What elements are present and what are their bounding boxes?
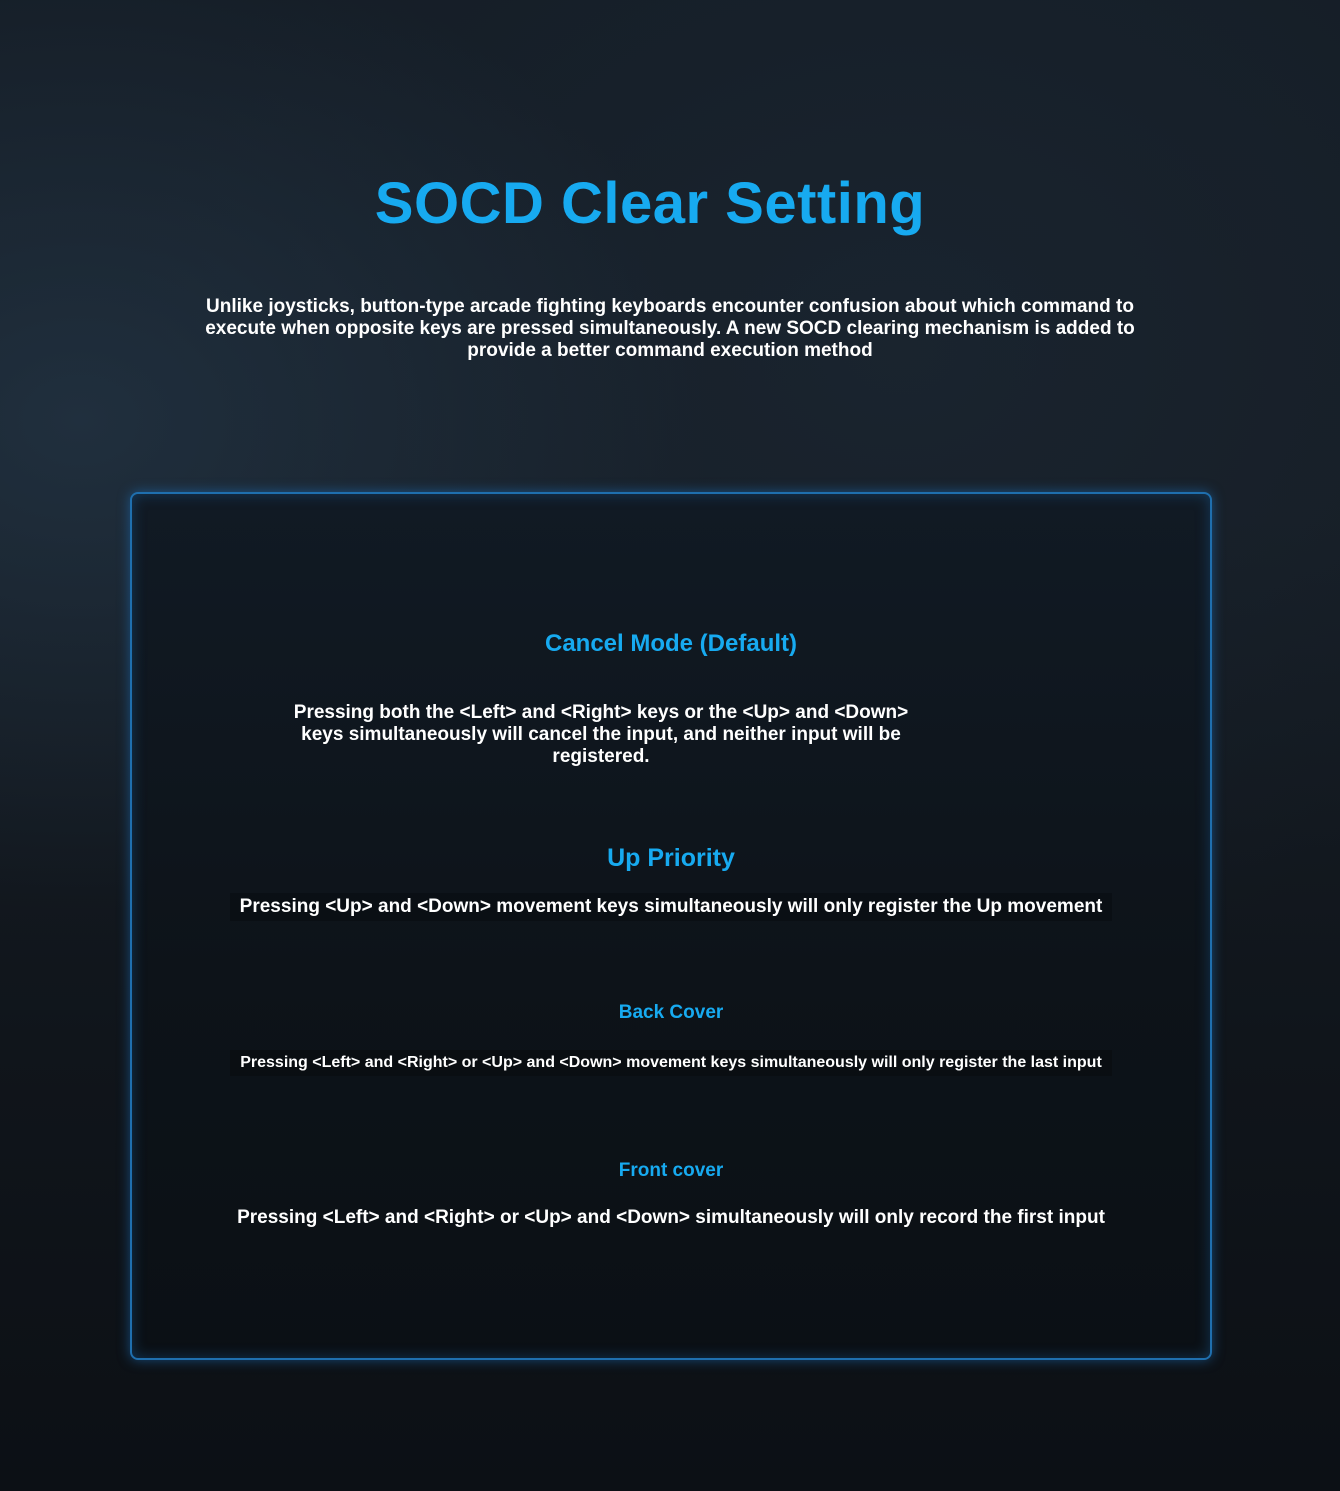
mode-desc-up-priority-text: Pressing <Up> and <Down> movement keys simultaneously will only register the Up movement (230, 893, 1113, 921)
mode-desc-cancel: Pressing both the <Left> and <Right> keys or the <Up> and <Down> keys simultaneously will cancel the input, and neither input will be registered. (293, 702, 909, 767)
mode-desc-up-priority (132, 893, 1210, 921)
intro-text: Unlike joysticks, button-type arcade fighting keyboards encounter confusion about which command to execute when opposite keys are pressed simultaneously. A new SOCD clearing mechanism is added to provide a better command execution method (205, 296, 1135, 361)
page-title: SOCD Clear Setting (374, 171, 926, 236)
socd-modes-panel (130, 492, 1212, 1360)
mode-title-cancel: Cancel Mode (Default) (544, 630, 798, 657)
mode-title-back-cover: Back Cover (618, 1002, 724, 1023)
mode-title-front-cover: Front cover (618, 1160, 724, 1181)
mode-desc-front-cover: Pressing <Left> and <Right> or <Up> and <Down> simultaneously will only record the first input (237, 1207, 1105, 1228)
mode-title-up-priority: Up Priority (607, 844, 735, 872)
mode-desc-back-cover (132, 1050, 1210, 1076)
mode-desc-back-cover-text: Pressing <Left> and <Right> or <Up> and <Down> movement keys simultaneously will only register the last input (230, 1050, 1112, 1076)
